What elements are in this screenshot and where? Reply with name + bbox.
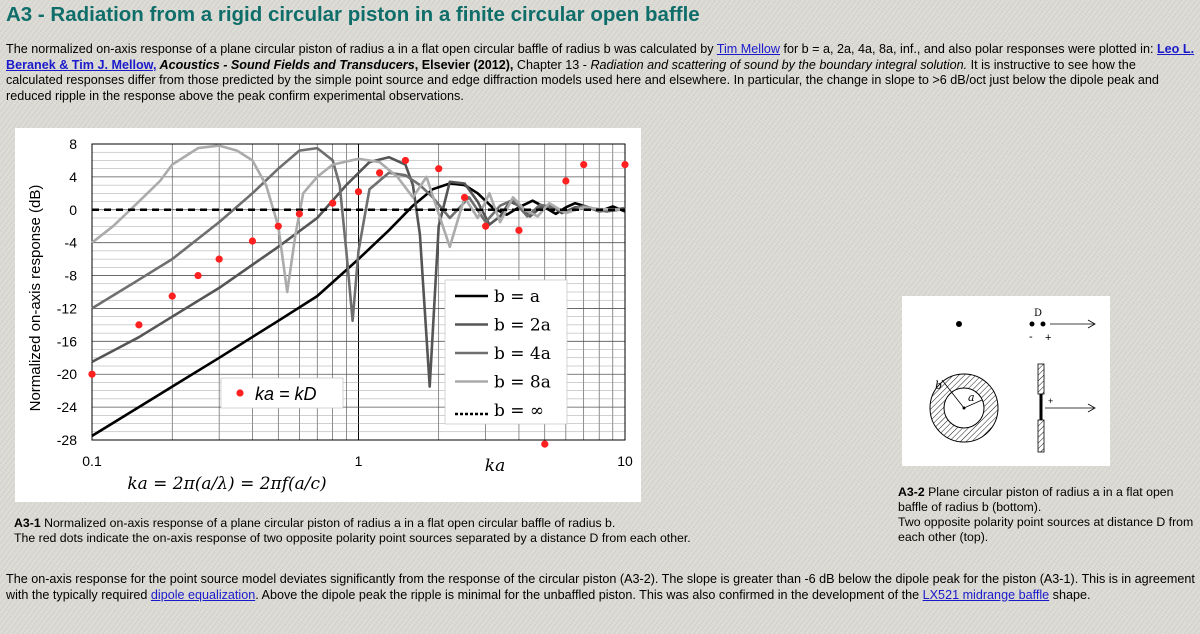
chapter-title: Radiation and scattering of sound by the boundary integral solution.: [590, 57, 968, 72]
label-b: b: [935, 379, 943, 392]
legend-dot-marker: [236, 389, 243, 396]
data-point-dot: [296, 210, 303, 217]
data-point-dot: [562, 177, 569, 184]
intro-text: Chapter 13 -: [513, 57, 591, 72]
x-axis-label: ka: [484, 456, 506, 476]
data-point-dot: [461, 194, 468, 201]
intro-text: The normalized on-axis response of a plane circular piston of radius a in a flat open circular baffle of radius b was calculated by: [6, 42, 717, 56]
legend-label: b = 8a: [494, 372, 551, 393]
y-tick-label: 0: [69, 201, 77, 218]
beranek-mellow-link[interactable]: Leo L. Beranek & Tim J. Mellow,: [6, 42, 1195, 72]
chart-svg: [15, 128, 641, 502]
data-point-dot: [541, 441, 548, 448]
caption-text: Normalized on-axis response of a plane circular piston of radius a in a flat open circular baffle of radius b.: [40, 516, 616, 530]
y-tick-label: -16: [56, 333, 77, 350]
y-tick-label: -28: [56, 432, 77, 448]
legend-label: b = 4a: [494, 344, 551, 364]
data-point-dot: [580, 161, 587, 168]
legend-label: b = ∞: [494, 401, 545, 421]
label-minus: -: [1029, 331, 1033, 343]
point-source-minus: [1041, 322, 1046, 327]
data-point-dot: [249, 237, 256, 244]
y-tick-label: -24: [56, 399, 77, 416]
y-tick-label: -20: [56, 366, 77, 383]
data-point-dot: [435, 165, 442, 172]
publisher-text: , Elsevier (2012),: [414, 57, 514, 72]
data-point-dot: [329, 200, 336, 207]
y-tick-label: -8: [64, 267, 77, 284]
data-point-dot: [515, 227, 522, 234]
data-point-dot: [88, 371, 95, 378]
data-point-dot: [482, 223, 489, 230]
y-tick-label: 4: [69, 168, 77, 185]
intro-paragraph: [6, 42, 1196, 104]
y-axis-label: Normalized on-axis response (dB): [27, 184, 44, 412]
data-point-dot: [355, 188, 362, 195]
caption-label: A3-2: [898, 485, 925, 499]
x-tick-label: 1: [354, 453, 363, 469]
intro-text: for b = a, 2a, 4a, 8a, inf., and also polar responses were plotted in:: [779, 42, 1157, 56]
caption-text: Two opposite polarity point sources at distance D from each other (top).: [898, 515, 1194, 544]
book-title: Acoustics - Sound Fields and Transducers: [156, 57, 415, 72]
outro-text: shape.: [1049, 587, 1091, 602]
outro-paragraph: [6, 572, 1196, 603]
figure-a3-1-caption: [14, 516, 814, 546]
outro-text: The on-axis response for the point source model deviates significantly from the response of the circular piston (A3-2). The slope is greater than -6 dB below the dipole peak for the piston (A3-1). This is in agreement with the typically required: [6, 572, 1195, 602]
intro-text: It is instructive to see how the calculated responses differ from those predicted by the simple point source and edge diffraction models used here and elsewhere. In particular, the change in slope to >6 dB/oct just below the dipole peak and reduced ripple in the response above the peak confirm experimental observations.: [6, 57, 1159, 103]
dots-legend-label: ka = kD: [255, 384, 317, 404]
diagram-svg: [902, 296, 1110, 466]
point-source-plus: [1030, 322, 1035, 327]
data-point-dot: [621, 161, 628, 168]
y-tick-label: 8: [69, 136, 77, 152]
page-title: A3 - Radiation from a rigid circular piston in a finite circular open baffle: [6, 3, 700, 26]
tim-mellow-link[interactable]: Tim Mellow: [716, 42, 780, 56]
caption-text: The red dots indicate the on-axis response of two opposite polarity point sources separated by a distance D from each other.: [14, 531, 691, 545]
legend-label: b = a: [494, 287, 541, 307]
piston-side: [1040, 394, 1043, 420]
data-point-dot: [275, 223, 282, 230]
baffle-side-bottom: [1038, 420, 1044, 452]
baffle-side-top: [1038, 364, 1044, 394]
x-tick-label: 0.1: [82, 453, 102, 469]
label-plus: +: [1045, 332, 1052, 344]
x-axis-formula: ka = 2π(a/λ) = 2πf(a/c): [127, 474, 327, 494]
data-point-dot: [216, 256, 223, 263]
data-point-dot: [376, 169, 383, 176]
response-chart: [15, 128, 641, 502]
figure-a3-2-caption: [898, 485, 1198, 545]
data-point-dot: [135, 321, 142, 328]
caption-text: Plane circular piston of radius a in a flat open baffle of radius b (bottom).: [898, 485, 1174, 514]
y-tick-label: -4: [64, 234, 77, 251]
label-plus-side: +: [1048, 396, 1054, 406]
legend-label: b = 2a: [494, 315, 551, 336]
lx521-baffle-link[interactable]: LX521 midrange baffle: [922, 587, 1050, 602]
point-source-dot: [956, 321, 962, 327]
label-a: a: [968, 391, 975, 404]
data-point-dot: [169, 293, 176, 300]
y-tick-label: -12: [56, 300, 77, 317]
data-point-dot: [194, 272, 201, 279]
data-point-dot: [402, 157, 409, 164]
outro-text: . Above the dipole peak the ripple is minimal for the unbaffled piston. This was also confirmed in the development of the: [255, 587, 923, 602]
x-tick-label: 10: [617, 453, 633, 469]
dipole-equalization-link[interactable]: dipole equalization: [150, 587, 256, 602]
caption-label: A3-1: [14, 516, 41, 530]
label-d: D: [1034, 308, 1043, 319]
piston-baffle-diagram: [902, 296, 1110, 466]
